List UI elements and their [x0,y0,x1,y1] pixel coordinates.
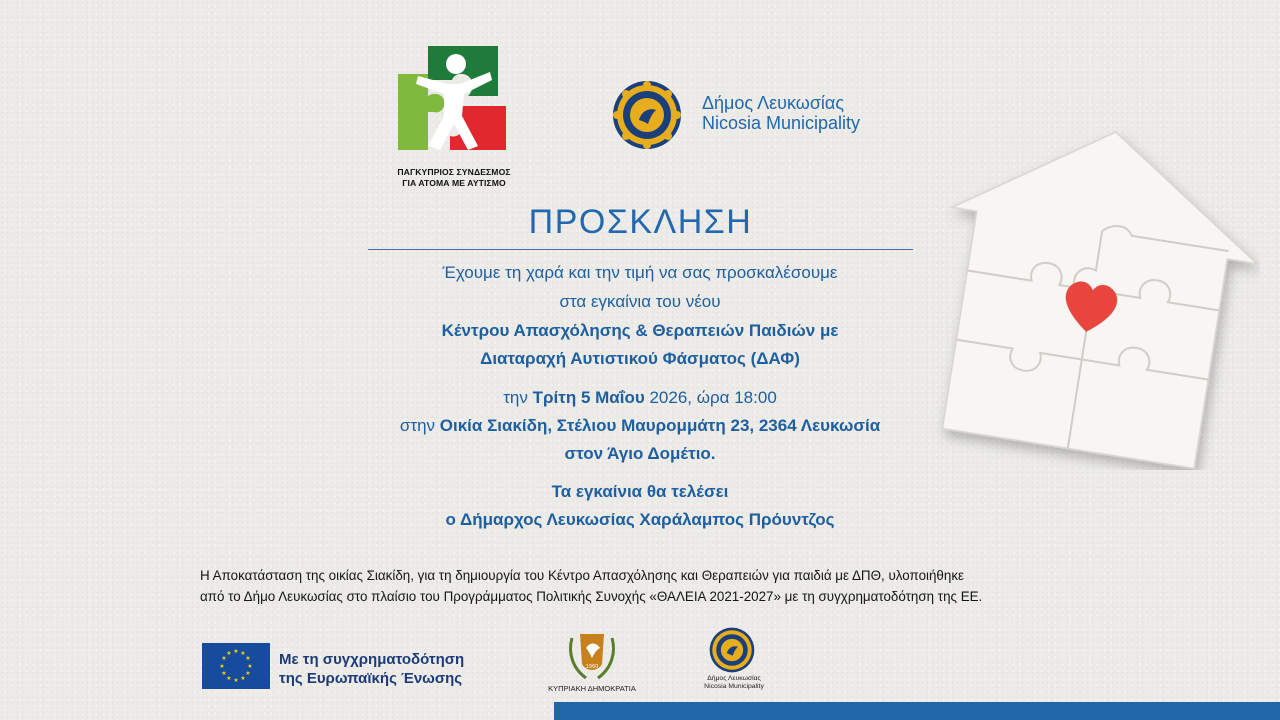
svg-text:★: ★ [221,670,227,677]
eu-flag-icon [202,643,270,689]
svg-text:★: ★ [233,648,239,655]
svg-text:★: ★ [233,677,239,684]
svg-text:★: ★ [240,675,246,682]
venue-area: στον Άγιο Δομέτιο. [564,444,716,463]
cyprus-republic-label: ΚΥΠΡΙΑΚΗ ΔΗΜΟΚΡΑΤΙΑ [548,684,636,693]
svg-text:★: ★ [226,675,232,682]
cyprus-emblem-icon [566,628,618,684]
venue-prefix: στην [399,416,440,435]
svg-text:★: ★ [221,655,227,662]
event-venue-line [290,416,990,436]
date-prefix: την [503,388,533,407]
funding-note-line-2: από το Δήμο Λευκωσίας στο πλαίσιο του Προγράμματος Πολιτικής Συνοχής «ΘΑΛΕΙΑ 2021-2027» με τη συγχρηματοδότηση της ΕΕ. [200,589,983,604]
center-name-line-2: Διαταραχή Αυτιστικού Φάσματος (ΔΑΦ) [480,349,800,368]
autism-association-name [380,167,528,189]
municipality-name-greek: Δήμος Λευκωσίας [702,93,845,113]
event-date-line [290,388,990,408]
eu-cofunding-line-1: Με τη συγχρηματοδότηση [279,651,465,668]
svg-text:1960: 1960 [585,664,599,670]
municipality-name-english: Nicosia Municipality [702,113,861,133]
nicosia-seal-small-icon [709,627,755,673]
svg-text:★: ★ [226,650,232,657]
funding-note-line-1: Η Αποκατάσταση της οικίας Σιακίδη, για τη δημιουργία του Κέντρο Απασχόλησης και Θεραπειών για παιδιά με ΔΠΘ, υλοποιήθηκε [200,568,964,583]
title-divider [368,249,913,250]
center-name-line-1: Κέντρου Απασχόλησης & Θεραπειών Παιδιών με [441,321,839,340]
nicosia-small-label [690,675,778,691]
svg-text:★: ★ [245,655,251,662]
nicosia-municipality-name [702,93,860,133]
intro-line-2: στα εγκαίνια του νέου [559,292,721,311]
autism-org-line1: ΠΑΓΚΥΠΡΙΟΣ ΣΥΝΔΕΣΜΟΣ [397,167,511,177]
eu-cofunding-line-2: της Ευρωπαϊκής Ένωσης [279,670,463,687]
intro-line-1: Έχουμε τη χαρά και την τιμή να σας προσκαλέσουμε [442,263,838,282]
autism-org-line2: ΓΙΑ ΑΤΟΜΑ ΜΕ ΑΥΤΙΣΜΟ [402,178,506,188]
venue-address: Οικία Σιακίδη, Στέλιου Μαυρομμάτη 23, 2364 Λευκωσία [439,416,881,435]
date-suffix: 2026, ώρα 18:00 [644,388,777,407]
event-day: Τρίτη 5 Μαΐου [532,388,645,407]
invitation-title: ΠΡΟΣΚΛΗΣΗ [528,203,753,241]
svg-text:★: ★ [219,663,225,670]
nicosia-small-english: Nicosia Municipality [704,683,764,690]
svg-text:★: ★ [240,650,246,657]
officiant-line-1: Τα εγκαίνια θα τελέσει [551,482,729,501]
nicosia-seal-icon [612,80,682,150]
svg-text:★: ★ [245,670,251,677]
officiant-line-2: ο Δήμαρχος Λευκωσίας Χαράλαμπος Πρόυντζος [445,510,835,529]
svg-text:★: ★ [247,663,253,670]
eu-cofunding-label [279,650,464,688]
house-puzzle-illustration [920,120,1260,470]
autism-association-logo [398,46,510,158]
bottom-accent-bar [554,702,1280,720]
nicosia-small-greek: Δήμος Λευκωσίας [707,675,761,682]
